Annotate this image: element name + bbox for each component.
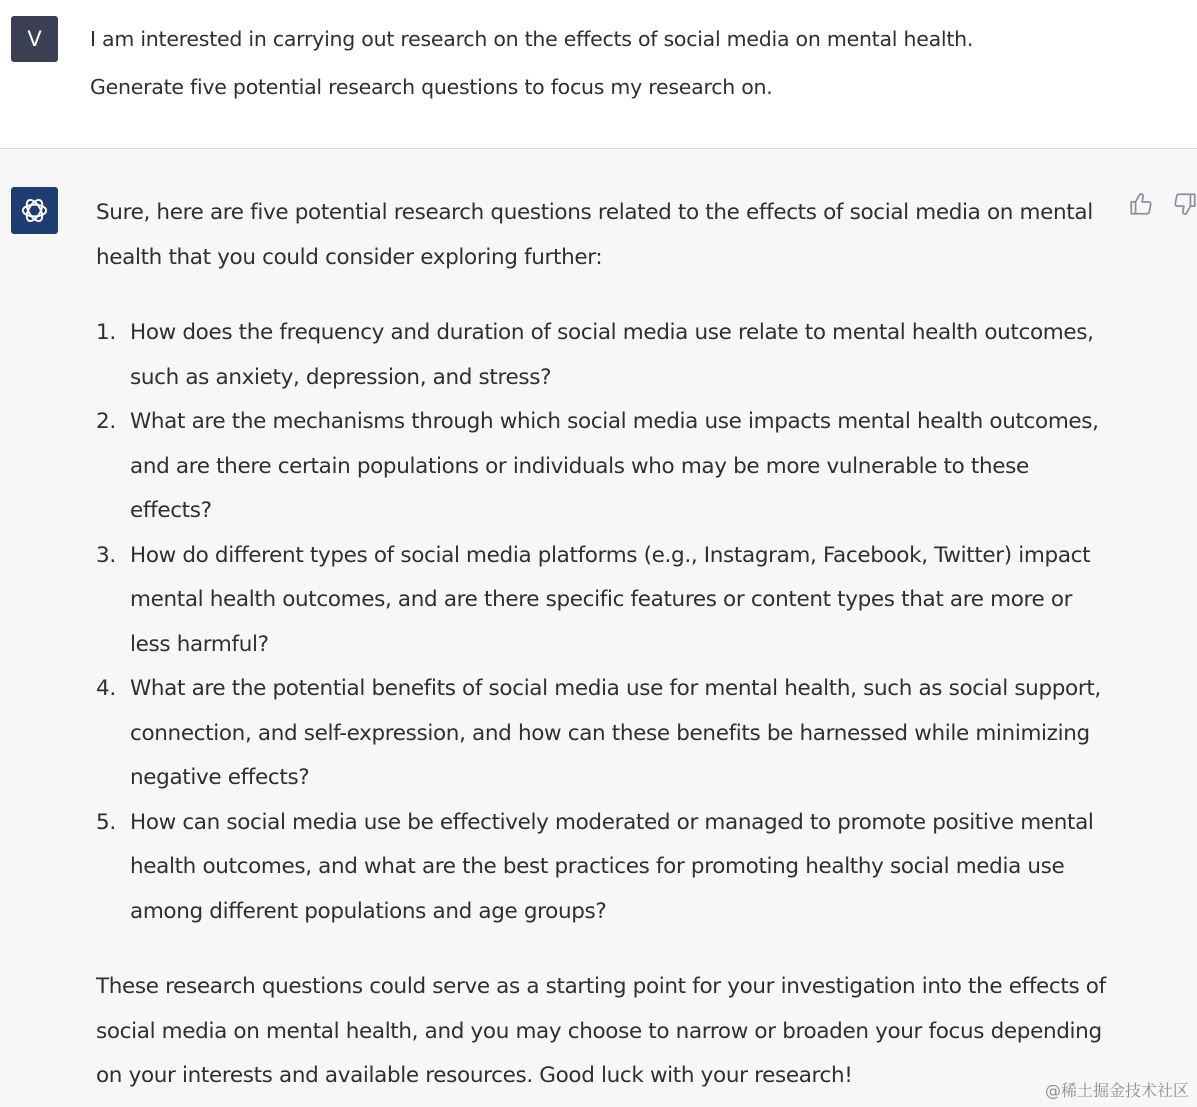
assistant-message-content bbox=[96, 191, 1116, 1099]
list-number: 1. bbox=[96, 320, 116, 345]
user-message-line: I am interested in carrying out research on the effects of social media on mental health. bbox=[90, 27, 974, 51]
user-message bbox=[0, 0, 1197, 148]
list-number: 3. bbox=[96, 542, 116, 568]
thumbs-up-button[interactable] bbox=[1128, 191, 1154, 221]
list-number: 5. bbox=[96, 809, 116, 835]
list-item bbox=[96, 400, 1116, 534]
list-number: 2. bbox=[96, 409, 116, 434]
research-question-list bbox=[96, 311, 1116, 934]
list-item-text: How does the frequency and duration of social media use relate to mental health outcomes, such as anxiety, depression, and stress? bbox=[130, 320, 1094, 390]
list-item bbox=[96, 801, 1116, 935]
assistant-avatar bbox=[11, 187, 58, 234]
assistant-intro: Sure, here are five potential research questions related to the effects of social media on mental health that you could consider exploring further: bbox=[96, 200, 1093, 270]
list-item bbox=[96, 534, 1116, 668]
watermark: @稀土掘金技术社区 bbox=[1044, 1081, 1189, 1100]
thumbs-down-button[interactable] bbox=[1172, 191, 1197, 221]
openai-logo-icon bbox=[17, 193, 52, 228]
list-item-text: What are the potential benefits of social media use for mental health, such as social support, connection, and self-expression, and how can these benefits be harnessed while minimizing negative effects? bbox=[130, 676, 1101, 790]
user-avatar: V bbox=[11, 16, 58, 62]
user-message-line: Generate five potential research questions to focus my research on. bbox=[90, 75, 773, 99]
list-number: 4. bbox=[96, 676, 116, 701]
thumbs-up-icon bbox=[1128, 191, 1154, 217]
assistant-message bbox=[0, 149, 1197, 1107]
list-item bbox=[96, 311, 1116, 400]
list-item-text: How can social media use be effectively moderated or managed to promote positive mental health outcomes, and what are the best practices for promoting healthy social media use among different populations and age groups? bbox=[130, 809, 1094, 924]
list-item-text: What are the mechanisms through which social media use impacts mental health outcomes, and are there certain populations or individuals who may be more vulnerable to these effects? bbox=[130, 409, 1099, 523]
thumbs-down-icon bbox=[1172, 191, 1197, 217]
list-item-text: How do different types of social media platforms (e.g., Instagram, Facebook, Twitter) impact mental health outcomes, and are there specific features or content types that are more or less harmful? bbox=[130, 542, 1091, 657]
list-item bbox=[96, 667, 1116, 801]
assistant-outro: These research questions could serve as a starting point for your investigation into the effects of social media on mental health, and you may choose to narrow or broaden your focus depending on your interests and available resources. Good luck with your research! bbox=[96, 974, 1106, 1088]
